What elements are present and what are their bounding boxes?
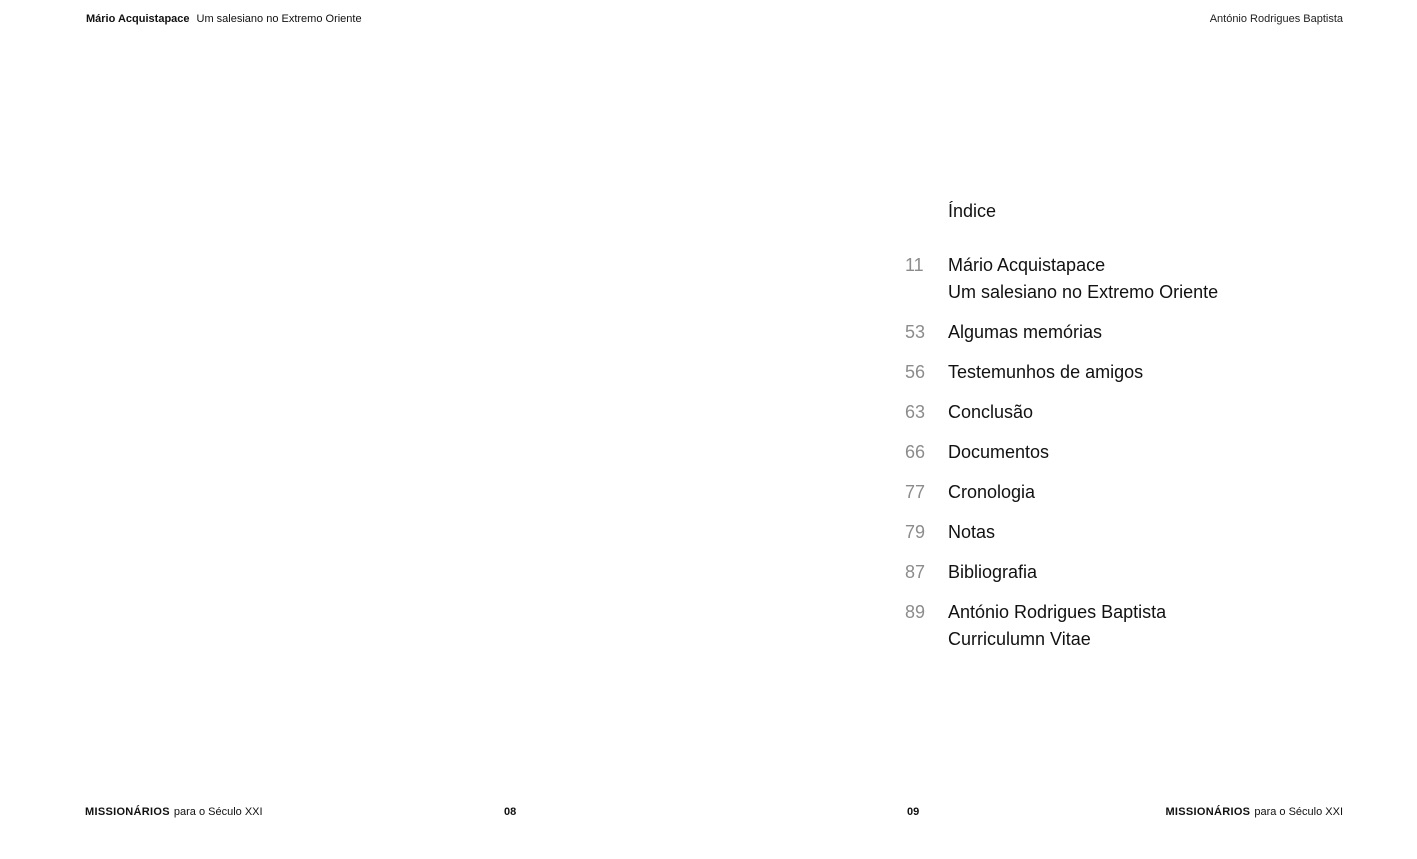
toc-entry-text [948, 252, 1218, 306]
toc-entry-title: António Rodrigues Baptista [948, 602, 1167, 622]
toc-page-number: 11 [905, 255, 924, 275]
toc-entry-title: Testemunhos de amigos [948, 362, 1144, 382]
toc-page-number: 77 [905, 482, 926, 502]
toc-entry-subtitle: Um salesiano no Extremo Oriente [948, 282, 1219, 302]
toc-page-number: 79 [905, 522, 926, 542]
toc-title: Índice [948, 201, 997, 221]
toc-entry[interactable] [905, 599, 1345, 653]
toc-entry-title: Notas [948, 522, 996, 542]
toc-entry[interactable] [905, 479, 1345, 506]
running-header-author: António Rodrigues Baptista [1209, 13, 1343, 25]
toc-entry[interactable] [905, 319, 1345, 346]
running-header-left [86, 12, 362, 26]
toc-list [905, 252, 1345, 666]
footer-series-name: MISSIONÁRIOS [1165, 806, 1251, 818]
toc-entry[interactable] [905, 252, 1345, 306]
toc-entry[interactable] [905, 359, 1345, 386]
header-book-subtitle: Um salesiano no Extremo Oriente [196, 13, 362, 25]
toc-entry[interactable] [905, 519, 1345, 546]
footer-series-rest: para o Século XXI [1254, 806, 1343, 818]
toc-entry-title: Cronologia [948, 482, 1036, 502]
toc-page-number: 53 [905, 322, 926, 342]
toc-page-number: 87 [905, 562, 926, 582]
footer-left [85, 805, 263, 819]
toc-entry-text [948, 479, 1035, 506]
header-book-title: Mário Acquistapace [86, 13, 190, 25]
toc-entry-text [948, 399, 1033, 426]
toc-entry-title: Algumas memórias [948, 322, 1103, 342]
toc-page-number: 56 [905, 362, 926, 382]
toc-page-number: 66 [905, 442, 926, 462]
toc-page-number: 63 [905, 402, 926, 422]
toc-entry[interactable] [905, 559, 1345, 586]
footer-right [1165, 805, 1343, 819]
toc-entry-title: Bibliografia [948, 562, 1038, 582]
toc-entry-text [948, 599, 1166, 653]
toc-entry-text [948, 359, 1143, 386]
toc-entry-title: Conclusão [948, 402, 1034, 422]
toc-entry-subtitle: Curriculumn Vitae [948, 629, 1091, 649]
toc-entry[interactable] [905, 399, 1345, 426]
footer-series-name: MISSIONÁRIOS [85, 806, 170, 818]
toc-entry[interactable] [905, 439, 1345, 466]
page-number-right: 09 [907, 806, 920, 818]
toc-entry-text [948, 319, 1102, 346]
toc-entry-text [948, 519, 995, 546]
footer-series-rest: para o Século XXI [173, 806, 263, 818]
toc-entry-text [948, 439, 1049, 466]
page-number-left: 08 [504, 806, 517, 818]
toc-page-number: 89 [905, 602, 926, 622]
toc-entry-title: Documentos [948, 442, 1050, 462]
toc-entry-text [948, 559, 1037, 586]
toc-entry-title: Mário Acquistapace [948, 255, 1106, 275]
